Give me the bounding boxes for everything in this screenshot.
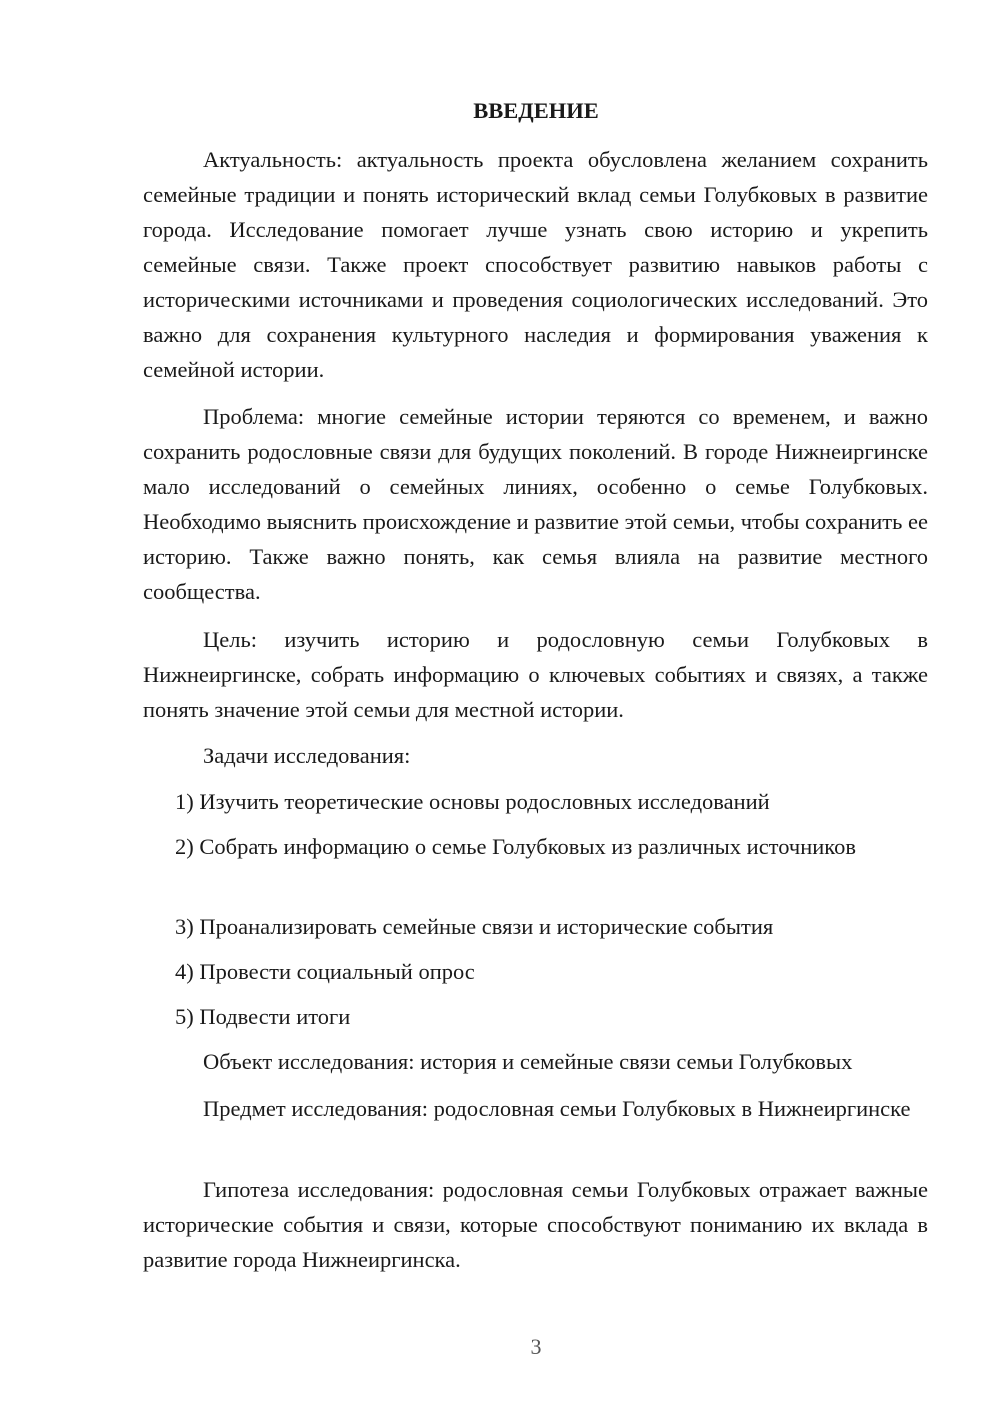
section-heading: ВВЕДЕНИЕ <box>473 98 599 123</box>
task-item-5: 5) Подвести итоги <box>175 1004 351 1029</box>
task-item-1: 1) Изучить теоретические основы родословных исследований <box>175 789 770 814</box>
task-item-4: 4) Провести социальный опрос <box>175 959 475 984</box>
object-paragraph: Объект исследования: история и семейные связи семьи Голубковых <box>203 1049 853 1074</box>
page-number: 3 <box>530 1334 542 1359</box>
task-item-2: 2) Собрать информацию о семье Голубковых из различных источников <box>175 834 856 859</box>
task-item-3: 3) Проанализировать семейные связи и исторические события <box>175 914 774 939</box>
problem-paragraph: Проблема: многие семейные истории теряются со временем, и важно сохранить родословные связи для будущих поколений. В городе Нижнеиргинске мало исследований о семейных линиях, особенно о семье Голубковых. Необходимо выяснить происхождение и развитие этой семьи, чтобы сохранить ее историю. Также важно понять, как семья влияла на развитие местного сообщества. <box>143 404 928 604</box>
subject-paragraph: Предмет исследования: родословная семьи Голубковых в Нижнеиргинске <box>203 1096 911 1121</box>
hypothesis-paragraph: Гипотеза исследования: родословная семьи Голубковых отражает важные исторические события и связи, которые способствуют пониманию их вклада в развитие города Нижнеиргинска. <box>143 1177 928 1272</box>
relevance-paragraph: Актуальность: актуальность проекта обусловлена желанием сохранить семейные традиции и понять исторический вклад семьи Голубковых в развитие города. Исследование помогает лучше узнать свою историю и укрепить семейные связи. Также проект способствует развитию навыков работы с историческими источниками и проведения социологических исследований. Это важно для сохранения культурного наследия и формирования уважения к семейной истории. <box>143 147 928 382</box>
tasks-heading: Задачи исследования: <box>203 743 411 768</box>
goal-paragraph: Цель: изучить историю и родословную семьи Голубковых в Нижнеиргинске, собрать информацию о ключевых событиях и связях, а также понять значение этой семьи для местной истории. <box>143 627 928 722</box>
